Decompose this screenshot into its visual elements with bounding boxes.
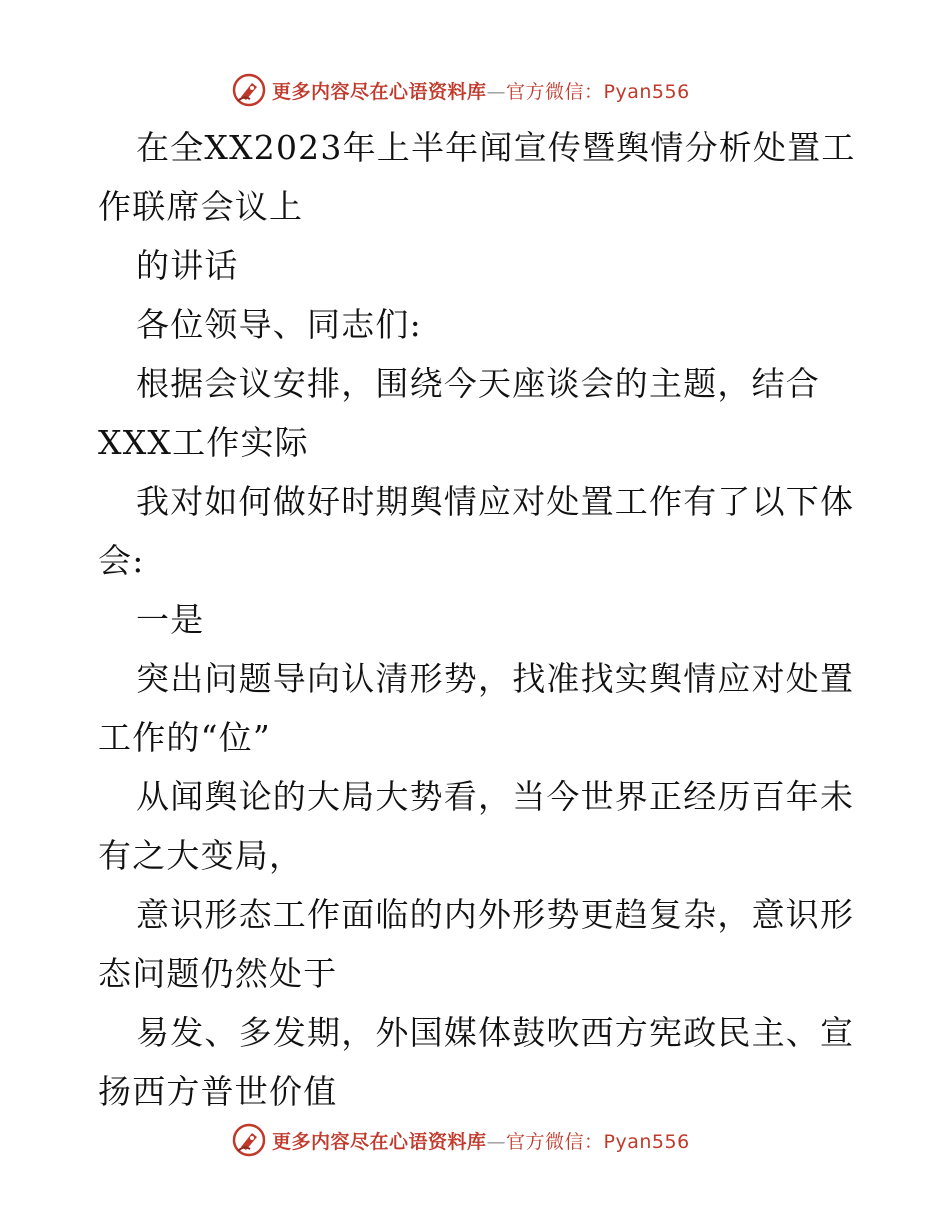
document-line: 作联席会议上 xyxy=(98,187,304,226)
pen-nib-logo-icon xyxy=(232,73,266,107)
document-line: 根据会议安排，围绕今天座谈会的主题，结合 xyxy=(136,364,820,403)
document-line: 工作的“位” xyxy=(98,718,271,757)
pen-nib-logo-icon xyxy=(232,1123,266,1157)
document-line: 从闻舆论的大局大势看，当今世界正经历百年未 xyxy=(136,777,855,816)
watermark-wechat-id: Pyan556 xyxy=(603,1130,690,1153)
footer-watermark xyxy=(232,1120,732,1160)
document-line: 意识形态工作面临的内外形势更趋复杂，意识形 xyxy=(136,895,855,934)
document-line: 我对如何做好时期舆情应对处置工作有了以下体 xyxy=(136,482,855,521)
document-line: 各位领导、同志们: xyxy=(136,305,422,344)
watermark-text xyxy=(272,1127,690,1154)
watermark-separator: — xyxy=(486,1130,507,1153)
document-line: 在全XX2023年上半年闻宣传暨舆情分析处置工 xyxy=(136,128,856,167)
watermark-site: 更多内容尽在心语资料库 xyxy=(272,1130,487,1153)
document-line: 一是 xyxy=(136,600,205,639)
watermark-wechat-label: 官方微信： xyxy=(506,80,604,103)
document-line: 有之大变局， xyxy=(98,836,304,875)
document-line: 态问题仍然处于 xyxy=(98,954,338,993)
watermark-wechat-id: Pyan556 xyxy=(603,80,690,103)
header-watermark xyxy=(232,70,732,110)
document-line: 扬西方普世价值 xyxy=(98,1072,338,1111)
watermark-site: 更多内容尽在心语资料库 xyxy=(272,80,487,103)
document-body xyxy=(98,118,858,1121)
document-line: 会: xyxy=(98,541,145,580)
document-line: 突出问题导向认清形势，找准找实舆情应对处置 xyxy=(136,659,855,698)
watermark-separator: — xyxy=(486,80,507,103)
watermark-wechat-label: 官方微信： xyxy=(506,1130,604,1153)
document-line: 的讲话 xyxy=(136,246,239,285)
watermark-text xyxy=(272,77,690,104)
document-line: 易发、多发期，外国媒体鼓吹西方宪政民主、宣 xyxy=(136,1013,855,1052)
document-line: XXX工作实际 xyxy=(98,423,309,462)
